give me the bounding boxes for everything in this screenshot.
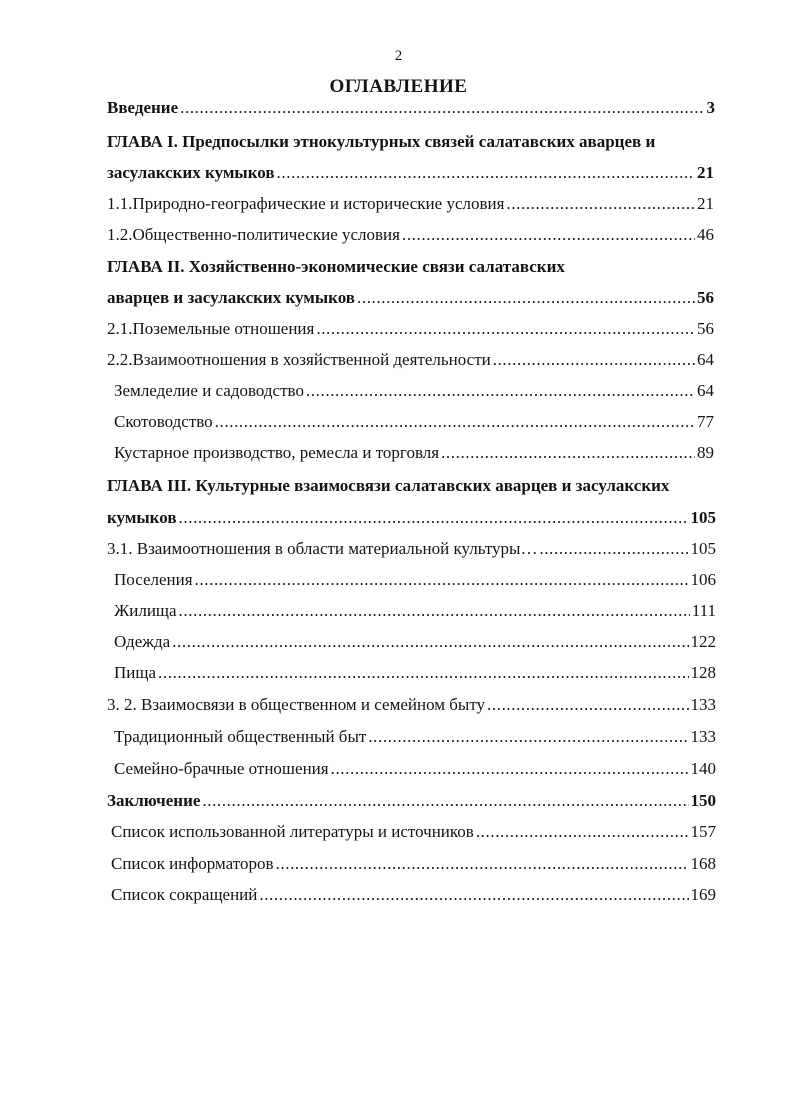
toc-leader-dots <box>202 790 688 812</box>
toc-entry-text: Традиционный общественный быт <box>114 727 367 746</box>
toc-entry-text: Семейно-брачные отношения <box>114 759 329 778</box>
toc-entry-text: Список использованной литературы и источников <box>111 822 474 841</box>
toc-entry-text: 3.1. Взаимоотношения в области материальной культуры… <box>107 539 538 558</box>
toc-entry-3-1 <box>107 538 716 560</box>
toc-entry-text: 1.2.Общественно-политические условия <box>107 225 400 244</box>
toc-entry-social-life <box>114 726 716 748</box>
toc-leader-dots <box>476 821 689 843</box>
toc-entry-page: 106 <box>690 570 716 589</box>
toc-leader-dots <box>306 380 695 402</box>
toc-entry-page: 46 <box>697 225 714 244</box>
toc-entry-page: 56 <box>697 319 714 338</box>
toc-entry-text: 2.2.Взаимоотношения в хозяйственной деятельности <box>107 350 491 369</box>
toc-entry-chapter-3 <box>107 507 716 529</box>
toc-entry-bibliography <box>111 821 716 843</box>
toc-leader-dots <box>158 662 688 684</box>
toc-chapter-1-heading: ГЛАВА I. Предпосылки этнокультурных связей салатавских аварцев и <box>107 132 656 151</box>
toc-entry-page: 21 <box>697 194 714 213</box>
toc-entry-text: аварцев и засулакских кумыков <box>107 288 355 307</box>
toc-entry-livestock <box>114 411 714 433</box>
toc-entry-page: 140 <box>690 759 716 778</box>
toc-entry-text: 1.1.Природно-географические и исторические условия <box>107 194 505 213</box>
toc-entry-chapter-2 <box>107 287 714 309</box>
page-number: 2 <box>394 48 403 64</box>
toc-entry-1-1 <box>107 193 714 215</box>
toc-entry-text: Введение <box>107 98 179 117</box>
toc-entry-3-2 <box>107 694 716 716</box>
toc-leader-dots <box>195 569 689 591</box>
toc-entry-page: 168 <box>690 854 716 873</box>
toc-entry-page: 157 <box>690 822 716 841</box>
toc-entry-page: 169 <box>690 885 716 904</box>
toc-leader-dots <box>331 758 689 780</box>
toc-leader-dots <box>441 442 695 464</box>
toc-entry-2-2 <box>107 349 714 371</box>
toc-leader-dots <box>259 884 688 906</box>
toc-entry-page: 3 <box>706 98 715 117</box>
toc-entry-text: Кустарное производство, ремесла и торговля <box>114 443 440 462</box>
toc-entry-crafts <box>114 442 714 464</box>
toc-entry-text: Пища <box>114 663 157 682</box>
toc-entry-page: 21 <box>697 163 714 182</box>
toc-leader-dots <box>179 600 690 622</box>
toc-leader-dots <box>172 631 688 653</box>
toc-entry-text: 3. 2. Взаимосвязи в общественном и семейном быту <box>107 695 486 714</box>
toc-entry-page: 105 <box>690 508 716 527</box>
toc-entry-settlements <box>114 569 716 591</box>
toc-leader-dots <box>316 318 695 340</box>
toc-leader-dots <box>179 507 689 529</box>
toc-entry-introduction <box>107 97 715 119</box>
toc-entry-marriage <box>114 758 716 780</box>
toc-entry-chapter-1 <box>107 162 714 184</box>
toc-entry-informants <box>111 853 716 875</box>
toc-entry-text: Одежда <box>114 632 171 651</box>
toc-entry-text: засулакских кумыков <box>107 163 275 182</box>
toc-entry-text: Список информаторов <box>111 854 274 873</box>
toc-entry-page: 122 <box>690 632 716 651</box>
toc-entry-page: 64 <box>697 381 714 400</box>
toc-entry-text: Заключение <box>107 791 201 810</box>
toc-entry-text: 2.1.Поземельные отношения <box>107 319 315 338</box>
toc-leader-dots <box>277 162 695 184</box>
toc-leader-dots <box>357 287 695 309</box>
toc-leader-dots <box>368 726 688 748</box>
toc-entry-page: 133 <box>690 695 716 714</box>
toc-leader-dots <box>493 349 695 371</box>
toc-entry-page: 111 <box>691 601 716 620</box>
toc-entry-text: Скотоводство <box>114 412 213 431</box>
toc-entry-dwellings <box>114 600 716 622</box>
toc-entry-text: Земледелие и садоводство <box>114 381 304 400</box>
toc-leader-dots <box>215 411 695 433</box>
toc-leader-dots <box>180 97 704 119</box>
toc-entry-conclusion <box>107 790 716 812</box>
toc-leader-dots <box>276 853 689 875</box>
toc-chapter-3-heading: ГЛАВА III. Культурные взаимосвязи салатавских аварцев и засулакских <box>107 476 670 495</box>
toc-entry-1-2 <box>107 224 714 246</box>
toc-leader-dots <box>402 224 695 246</box>
toc-leader-dots <box>506 193 695 215</box>
toc-title: ОГЛАВЛЕНИЕ <box>329 76 468 97</box>
toc-entry-page: 150 <box>690 791 716 810</box>
toc-entry-text: Список сокращений <box>111 885 258 904</box>
toc-entry-page: 128 <box>690 663 716 682</box>
toc-entry-text: кумыков <box>107 508 177 527</box>
toc-entry-clothing <box>114 631 716 653</box>
toc-entry-text: Поселения <box>114 570 193 589</box>
toc-leader-dots <box>539 538 688 560</box>
toc-chapter-2-heading: ГЛАВА II. Хозяйственно-экономические связи салатавских <box>107 257 565 276</box>
toc-entry-page: 89 <box>697 443 714 462</box>
toc-entry-farming <box>114 380 714 402</box>
toc-entry-page: 77 <box>697 412 714 431</box>
toc-entry-page: 56 <box>697 288 714 307</box>
toc-leader-dots <box>487 694 688 716</box>
toc-entry-page: 105 <box>690 539 716 558</box>
toc-entry-food <box>114 662 716 684</box>
toc-entry-page: 133 <box>690 727 716 746</box>
toc-entry-page: 64 <box>697 350 714 369</box>
toc-entry-text: Жилища <box>114 601 177 620</box>
toc-entry-2-1 <box>107 318 714 340</box>
toc-entry-abbreviations <box>111 884 716 906</box>
